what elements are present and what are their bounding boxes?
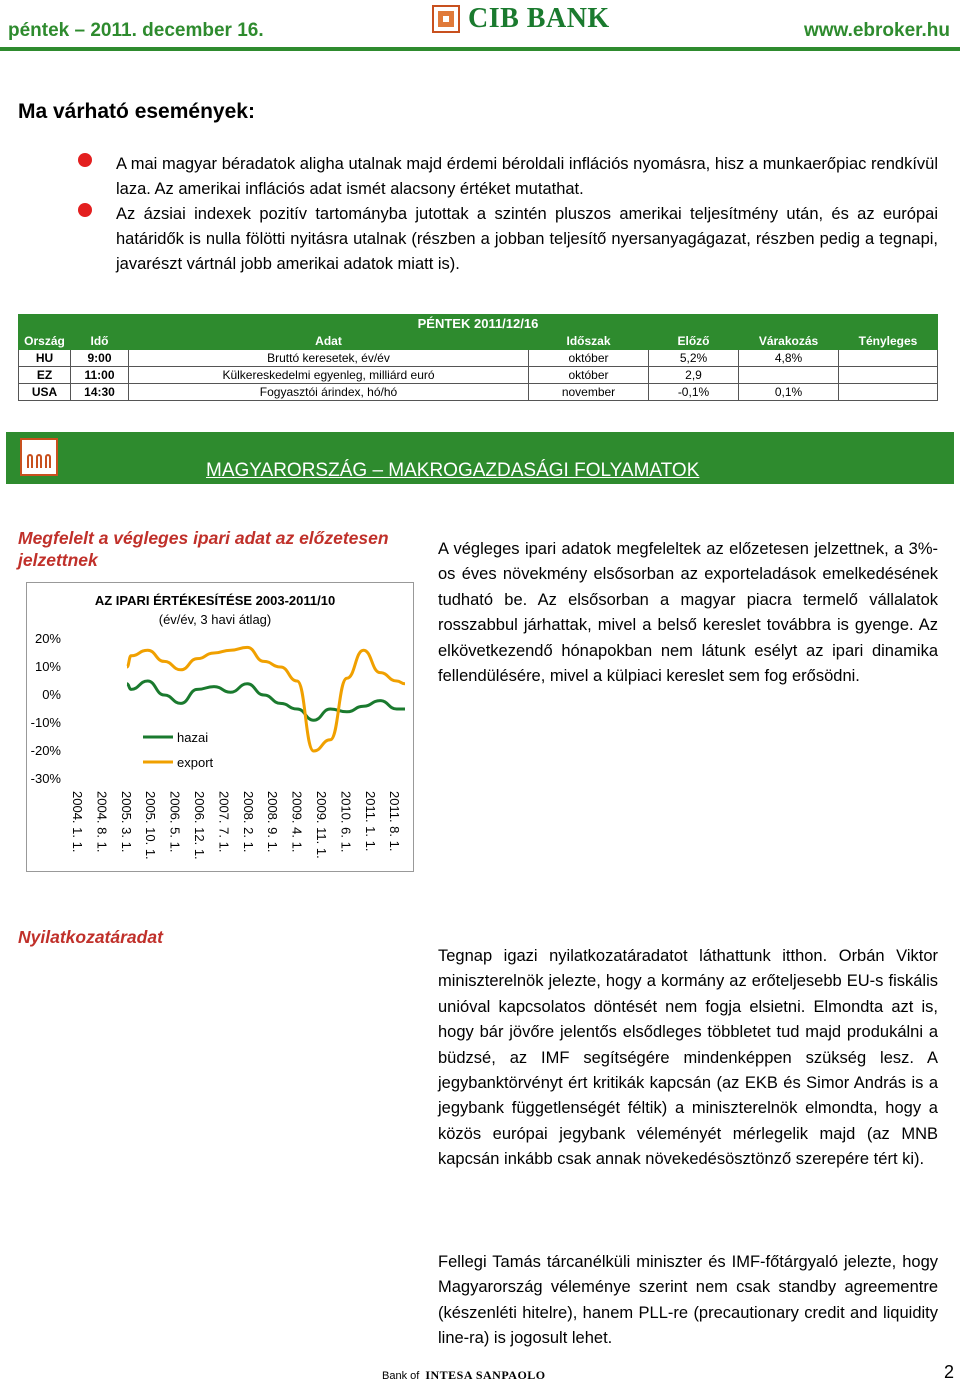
events-table-title: PÉNTEK 2011/12/16 <box>19 315 938 333</box>
legend-label: export <box>177 755 214 770</box>
cell-time: 14:30 <box>71 384 129 401</box>
intesa-sanpaolo-logo <box>382 1368 546 1383</box>
group-name: INTESA SANPAOLO <box>425 1368 546 1382</box>
col-header: Előző <box>649 333 739 350</box>
x-tick-label: 2005. 3. 1. <box>118 791 134 853</box>
bullet-icon <box>78 203 92 217</box>
bank-of-label: Bank of <box>382 1369 420 1382</box>
page-number: 2 <box>943 1362 954 1382</box>
y-tick-label: 0% <box>42 687 61 702</box>
bullet-text: Az ázsiai indexek pozitív tartományba jutottak a szintén pluszos amerikai teljesítmény után, és az európai határidők is nulla fölötti nyitásra utalnak (részben a jobban teljesítő nyersanyagágazat, részben pedig a tegnapi, javarészt vártnál jobb amerikai adatok miatt is). <box>116 205 938 273</box>
col-header: Várakozás <box>739 333 839 350</box>
col-header: Tényleges <box>839 333 938 350</box>
x-tick-label: 2005. 10. 1. <box>143 791 159 860</box>
article-body: A végleges ipari adatok megfeleltek az előzetesen jelzettnek, a 3%-os éves növekmény elsősorban az exporteladások emelkedésének tudható be. Az elsősorban a magyar piacra termelő vállalatok rosszabbul járhattak, mivel a belső kereslet továbbra is gyenge. Az elkövetkezendő hónapokban nem látunk esélyt az ipari dinamika fellendülésére, mivel a külpiaci kereslet sem fog erősödni. <box>438 540 938 686</box>
y-tick-label: 20% <box>34 631 61 646</box>
x-tick-label: 2006. 12. 1. <box>192 791 207 860</box>
col-header: Adat <box>129 333 529 350</box>
cell-data: Külkereskedelmi egyenleg, milliárd euró <box>129 367 529 384</box>
x-tick-label: 2004. 8. 1. <box>94 791 110 853</box>
cib-arches-icon <box>20 438 58 476</box>
cell-period: november <box>529 384 649 401</box>
cell-previous: 5,2% <box>649 350 739 367</box>
events-table <box>18 314 938 401</box>
cell-country: HU <box>19 350 71 367</box>
bullet-text: A mai magyar béradatok aligha utalnak majd érdemi béroldali inflációs nyomásra, hisz a munkaerőpiac rendkívül laza. Az amerikai inflációs adat ismét alacsony értéket mutathat. <box>116 155 938 198</box>
cell-time: 11:00 <box>71 367 129 384</box>
x-tick-label: 2011. 1. 1. <box>362 791 378 852</box>
col-header: Időszak <box>529 333 649 350</box>
x-tick-label: 2007. 7. 1. <box>216 791 232 853</box>
chart-svg <box>27 583 415 873</box>
cell-data: Bruttó keresetek, év/év <box>129 350 529 367</box>
x-tick-label: 2008. 9. 1. <box>265 791 281 853</box>
col-header: Idő <box>71 333 129 350</box>
bank-name: CIB BANK <box>468 3 610 34</box>
article-heading: Nyilatkozatáradat <box>18 927 163 947</box>
x-tick-label: 2004. 1. 1. <box>70 791 85 853</box>
table-row <box>19 367 938 384</box>
cib-bank-logo <box>432 2 610 36</box>
article-heading: Megfelelt a végleges ipari adat az előzetesen jelzettnek <box>18 528 389 570</box>
cell-expected: 0,1% <box>739 384 839 401</box>
legend-label: hazai <box>177 730 209 745</box>
x-tick-label: 2009. 4. 1. <box>289 791 305 853</box>
industrial-sales-chart <box>26 582 414 872</box>
x-tick-label: 2011. 8. 1. <box>387 791 403 852</box>
article-body: Tegnap igazi nyilatkozatáradatot láthattunk itthon. Orbán Viktor miniszterelnök jelezte, hogy a kormány az erőteljesebb EU-s fiskális unióval kapcsolatos döntését nem fogja elsietni. Elmondta azt is, hogy bár jövőre jelentős elsődleges többletet tud majd produkálni a büdzsé, az IMF segítségére mindenképpen szükség lesz. A jegybanktörvényt ért kritikák kapcsán (az EKB és Simor András is a jegybank függetlenségét féltik) a miniszterelnök elmondta, hogy a közös európai jegybank véleményét mérlegelik majd (az MNB kapcsán inkább csak annak növekedésösztönző szerepére tért ki). <box>438 947 938 1169</box>
series-line-hazai <box>127 681 405 720</box>
header-divider <box>0 47 960 51</box>
header-url[interactable]: www.ebroker.hu <box>803 20 950 41</box>
article-body: Fellegi Tamás tárcanélküli miniszter és IMF-főtárgyaló jelezte, hogy Magyarország véleménye szerint nem csak standby agreementre (készenléti hitelre), hanem PLL-re (precautionary credit and liquidity line-ra) is jogosult lehet. <box>438 1253 938 1348</box>
x-tick-label: 2008. 2. 1. <box>240 791 256 853</box>
col-header: Ország <box>19 333 71 350</box>
bullet-icon <box>78 153 92 167</box>
series-line-export <box>127 647 405 751</box>
section-banner <box>6 432 954 484</box>
cell-expected: 4,8% <box>739 350 839 367</box>
y-tick-label: 10% <box>34 659 61 674</box>
cell-period: október <box>529 350 649 367</box>
cell-period: október <box>529 367 649 384</box>
x-tick-label: 2010. 6. 1. <box>338 791 354 853</box>
cib-logo-icon <box>432 5 460 33</box>
cell-data: Fogyasztói árindex, hó/hó <box>129 384 529 401</box>
cell-expected <box>739 367 839 384</box>
banner-title: MAGYARORSZÁG – MAKROGAZDASÁGI FOLYAMATOK <box>206 460 700 481</box>
header-date: péntek – 2011. december 16. <box>8 20 264 41</box>
events-header-row <box>19 333 938 350</box>
y-tick-label: -20% <box>30 743 61 758</box>
chart-title: AZ IPARI ÉRTÉKESÍTÉSE 2003-2011/10 <box>94 593 336 608</box>
cell-country: USA <box>19 384 71 401</box>
table-row <box>19 384 938 401</box>
cell-actual <box>839 367 938 384</box>
section-title: Ma várható események: <box>18 100 255 123</box>
x-tick-label: 2009. 11. 1. <box>314 791 329 859</box>
x-tick-label: 2006. 5. 1. <box>167 791 183 853</box>
y-tick-label: -30% <box>30 771 61 786</box>
cell-previous: 2,9 <box>649 367 739 384</box>
cell-previous: -0,1% <box>649 384 739 401</box>
cell-time: 9:00 <box>71 350 129 367</box>
cell-actual <box>839 350 938 367</box>
chart-subtitle: (év/év, 3 havi átlag) <box>158 612 272 627</box>
cell-actual <box>839 384 938 401</box>
cell-country: EZ <box>19 367 71 384</box>
table-row <box>19 350 938 367</box>
y-tick-label: -10% <box>30 715 61 730</box>
